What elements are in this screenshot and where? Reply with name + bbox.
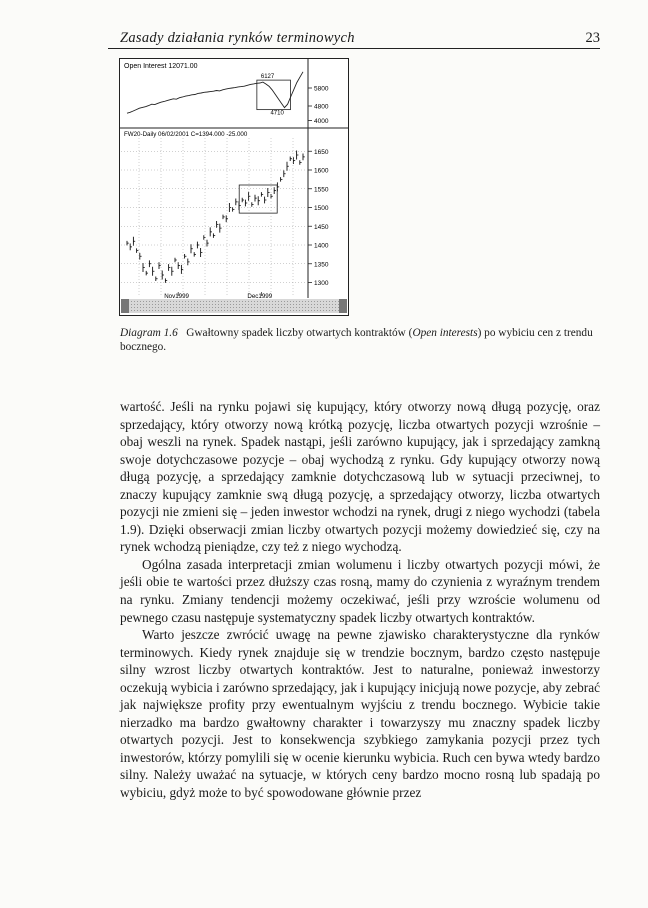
oi-annotation-low: 4710 [270, 110, 284, 117]
page-number: 23 [585, 30, 600, 46]
paragraph-2: Ogólna zasada interpretacji zmian wolumenu i liczby otwartych pozycji mówi, że jeśli obie te wartości przez dłuższy czas rosną, mamy do czynienia z wyraźnym trendem na rynku. Zmiany tendencji możemy oczekiwać, jeśli przy wzroście wolumenu od pewnego czasu następuje systematyczny spadek liczby otwartych kontraktów. [120, 556, 600, 625]
caption-italic-term: Open interests [412, 327, 478, 339]
oi-ytick-label: 5800 [314, 85, 329, 93]
open-interest-price-chart [119, 58, 349, 316]
price-ytick-label: 1300 [314, 280, 329, 287]
price-ytick-label: 1550 [314, 186, 329, 194]
price-ytick-label: 1400 [314, 242, 329, 250]
running-title: Zasady działania rynków terminowych [120, 30, 355, 46]
price-xtick-label: Dec1999 [247, 293, 273, 300]
price-xtick-label: Nov1999 [164, 293, 189, 300]
scroll-left-arrow-icon [121, 299, 129, 313]
header-rule [108, 48, 600, 49]
price-panel-label: FW20-Daily 06/02/2001 C=1394.000 -25.000 [124, 131, 248, 138]
price-ytick-label: 1650 [314, 148, 329, 156]
paragraph-3: Warto jeszcze zwrócić uwagę na pewne zjawisko charakterystyczne dla rynków terminowych. Kiedy rynek znajduje się w trendzie bocznym, bardzo często następuje silny wzrost liczby otwartych kontraktów. Jest to naturalne, ponieważ inwestorzy oczekują wybicia i zarówno sprzedający, jak i kupujący inicjują nowe pozycje, aby zebrać jak największe profity przy ewentualnym wyjściu z trendu bocznego. Wybicie takie nierzadko ma bardzo gwałtowny charakter i towarzyszy mu znaczny spadek liczby otwartych pozycji. Jest to konsekwencja szybkiego zamykania pozycji przez tych inwestorów, którzy pomylili się w ocenie kierunku wybicia. Ruch cen bywa wtedy bardzo silny. Należy uważać na sytuacje, w których ceny bardzo mocno rosną lub spadają po wybiciu, gdyż może to być spowodowane głównie przez [120, 627, 600, 801]
oi-ytick-label: 4000 [314, 117, 329, 125]
price-ytick-label: 1500 [314, 205, 329, 212]
oi-ytick-label: 4800 [314, 103, 329, 111]
oi-annotation-high: 6127 [260, 74, 275, 81]
price-ytick-label: 1600 [314, 167, 329, 175]
caption-text-before: Gwałtowny spadek liczby otwartych kontraktów ( [186, 327, 413, 339]
price-ytick-label: 1450 [314, 223, 329, 231]
running-header [108, 30, 600, 50]
figure-caption [120, 326, 600, 354]
chart-scrollbar [121, 299, 347, 313]
paragraph-1: wartość. Jeśli na rynku pojawi się kupujący, który otworzy nową długą pozycję, oraz sprzedający, który otworzy nową krótką pozycję, liczba otwartych pozycji wzrośnie – obaj weszli na rynek. Spadek nastąpi, jeśli zarówno kupujący, jak i sprzedający zamkną swoje dotychczasowe pozycje – obaj wychodzą z rynku. Gdy kupujący otworzy nową długą pozycję, a sprzedający zamknie dotychczasową lub w sytuacji przeciwnej, to znaczy kupujący zamknie swą długą pozycję, a sprzedający otworzy, liczba otwartych pozycji nie zmieni się – jeden inwestor wchodzi na rynek, drugi z niego wychodzi (tabela 1.9). Dzięki obserwacji zmian liczby otwartych pozycji możemy dowiedzieć się, czy na rynek wchodzą pieniądze, czy też z niego wychodzą. [120, 399, 600, 555]
oi-panel-label: Open Interest 12071.00 [124, 63, 198, 70]
body-text [120, 398, 600, 802]
price-ytick-label: 1350 [314, 261, 329, 269]
caption-text-after: ) po wybiciu cen z trendu bocznego. [120, 327, 593, 353]
caption-label: Diagram 1.6 [120, 327, 178, 339]
scroll-right-arrow-icon [339, 299, 347, 313]
